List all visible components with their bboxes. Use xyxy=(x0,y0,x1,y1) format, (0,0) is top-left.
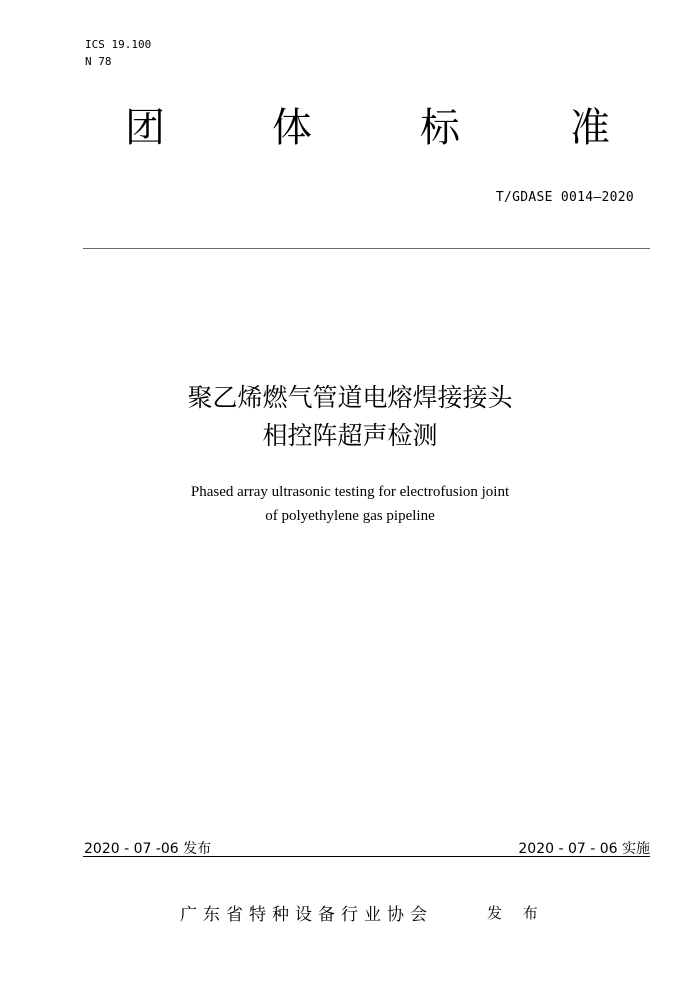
classification-codes xyxy=(85,36,151,70)
publish-label: 发 布 xyxy=(487,904,546,922)
standard-type-heading xyxy=(0,98,700,158)
title-english-line-2: of polyethylene gas pipeline xyxy=(265,508,435,524)
date-divider xyxy=(83,856,650,857)
standard-type-char-2: 体 xyxy=(272,105,312,151)
title-chinese-line-2: 相控阵超声检测 xyxy=(262,421,438,450)
standard-type-char-4: 准 xyxy=(570,105,610,151)
ccs-code: N 78 xyxy=(85,55,112,68)
title-english-line-1: Phased array ultrasonic testing for electrofusion joint xyxy=(190,484,510,500)
standard-type-char-3: 标 xyxy=(420,105,460,151)
standard-type-char-1: 团 xyxy=(125,105,165,151)
header-divider xyxy=(83,248,650,249)
publish-date: 2020 - 07 -06 发布 xyxy=(84,841,212,857)
title-chinese-line-1: 聚乙烯燃气管道电熔焊接接头 xyxy=(187,383,513,412)
standard-number: T/GDASE 0014—2020 xyxy=(495,190,634,205)
implementation-date: 2020 - 07 - 06 实施 xyxy=(518,841,650,857)
publisher-name: 广东省特种设备行业协会 xyxy=(180,905,433,925)
ics-code: ICS 19.100 xyxy=(85,38,152,51)
